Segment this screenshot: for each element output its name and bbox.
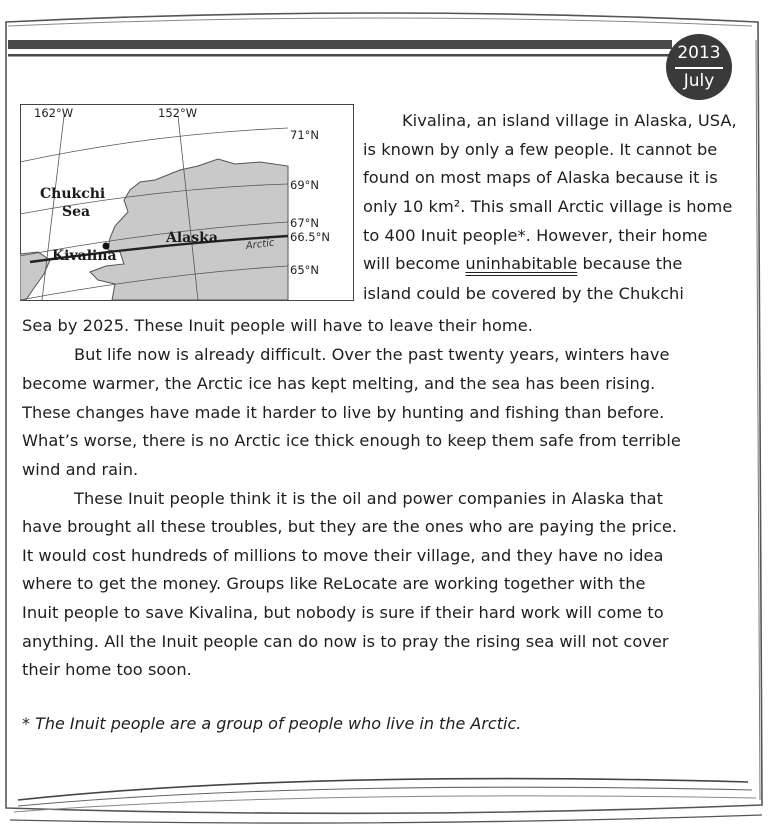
article-line: where to get the money. Groups like ReLocate are working together with the (22, 574, 646, 593)
page-curl-top (8, 18, 752, 26)
article-line: What’s worse, there is no Arctic ice thick enough to keep them safe from terrible (22, 431, 681, 450)
badge-divider (675, 67, 723, 69)
footnote: * The Inuit people are a group of people who live in the Arctic. (22, 714, 522, 733)
label-arctic-circle: Arctic (245, 237, 276, 252)
article-line: found on most maps of Alaska because it is (363, 168, 718, 187)
label-66-5n: 66.5°N (290, 230, 330, 244)
article-line: It would cost hundreds of millions to move their village, and they have no idea (22, 546, 664, 565)
bottom-edge (10, 815, 762, 823)
label-152w: 152°W (158, 106, 198, 120)
line-text: will become (363, 254, 466, 273)
article-line: These Inuit people think it is the oil and power companies in Alaska that (74, 489, 663, 508)
date-badge (666, 34, 732, 100)
article-line: to 400 Inuit people*. However, their home (363, 226, 708, 245)
article-line: island could be covered by the Chukchi (363, 284, 684, 303)
article-line: Inuit people to save Kivalina, but nobody is sure if their hard work will come to (22, 603, 664, 622)
label-alaska: Alaska (166, 230, 218, 246)
label-162w: 162°W (34, 106, 74, 120)
article-line: is known by only a few people. It cannot be (363, 140, 718, 159)
line-text: because the (577, 254, 683, 273)
article-line: wind and rain. (22, 460, 139, 479)
header-band-thin (8, 54, 672, 57)
label-69n: 69°N (290, 178, 319, 192)
article-line: These changes have made it harder to live by hunting and fishing than before. (22, 403, 665, 422)
badge-month: July (683, 71, 715, 91)
article-line: But life now is already difficult. Over the past twenty years, winters have (74, 345, 670, 364)
label-kivalina: Kivalina (52, 248, 117, 264)
label-sea: Sea (62, 204, 91, 220)
label-67n: 67°N (290, 216, 319, 230)
underlined-word: uninhabitable (465, 254, 578, 273)
label-65n: 65°N (290, 263, 319, 277)
article-line (363, 254, 682, 274)
article-line: only 10 km². This small Arctic village is home (363, 197, 733, 216)
badge-year: 2013 (677, 43, 721, 63)
label-chukchi: Chukchi (40, 186, 106, 202)
article-line: their home too soon. (22, 660, 192, 679)
article-line: have brought all these troubles, but they are the ones who are paying the price. (22, 517, 678, 536)
label-71n: 71°N (290, 128, 319, 142)
header-band (8, 40, 672, 49)
article-line: Kivalina, an island village in Alaska, USA, (402, 111, 737, 130)
article-line: Sea by 2025. These Inuit people will have to leave their home. (22, 316, 533, 335)
kivalina-map (20, 104, 354, 301)
article-line: become warmer, the Arctic ice has kept melting, and the sea has been rising. (22, 374, 656, 393)
article-line: anything. All the Inuit people can do now is to pray the rising sea will not cover (22, 632, 669, 651)
